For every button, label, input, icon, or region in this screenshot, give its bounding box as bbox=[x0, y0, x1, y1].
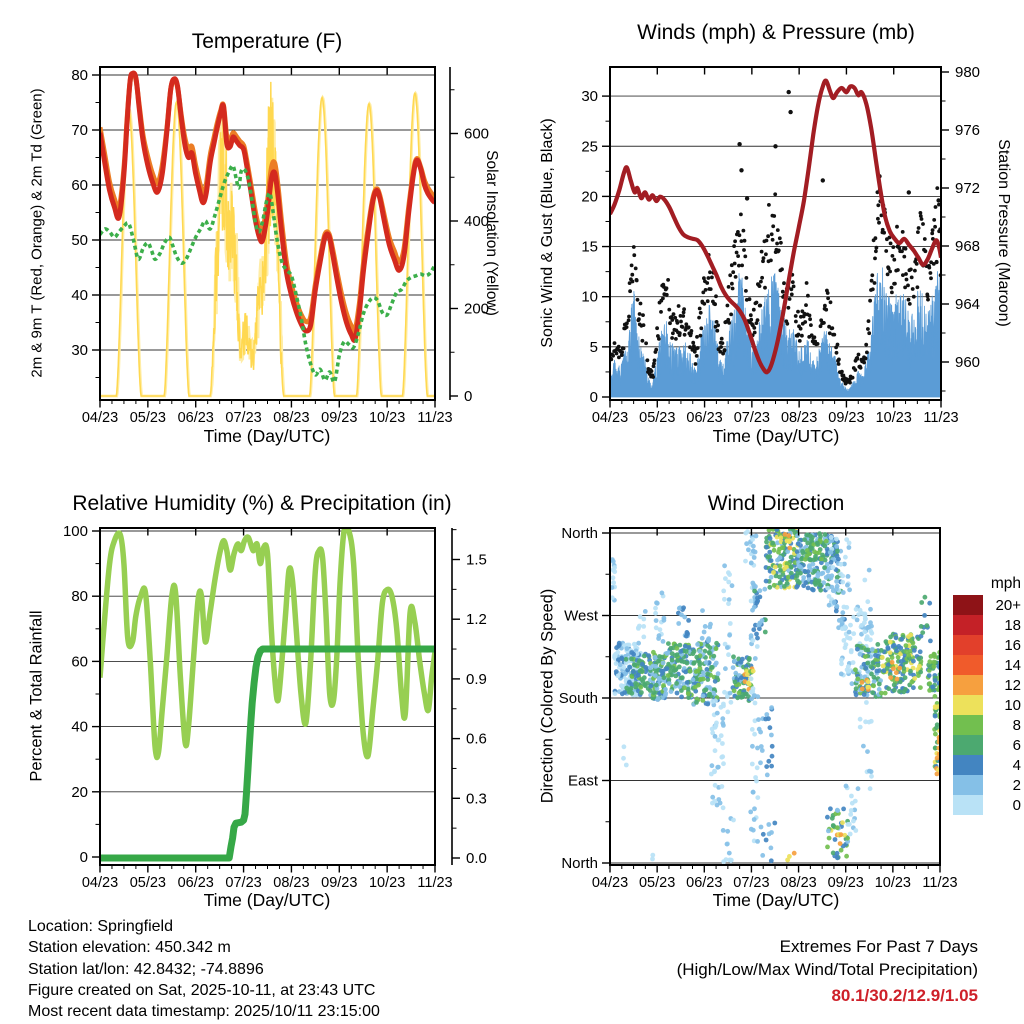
figure-created: Figure created on Sat, 2025-10-11, at 23:43 UTC bbox=[28, 981, 376, 999]
svg-text:40: 40 bbox=[71, 718, 88, 736]
winds-ylabel-left: Sonic Wind & Gust (Blue, Black) bbox=[539, 118, 556, 348]
svg-text:968: 968 bbox=[955, 238, 981, 255]
svg-text:960: 960 bbox=[955, 354, 981, 371]
svg-text:5: 5 bbox=[589, 338, 598, 356]
svg-text:10/23: 10/23 bbox=[875, 410, 912, 426]
direction-xlabel: Time (Day/UTC) bbox=[712, 890, 840, 910]
svg-text:09/23: 09/23 bbox=[827, 875, 864, 891]
svg-text:South: South bbox=[558, 690, 598, 707]
svg-text:2: 2 bbox=[1012, 777, 1021, 795]
svg-text:4: 4 bbox=[1012, 757, 1021, 775]
svg-text:20+: 20+ bbox=[995, 597, 1021, 615]
direction-ylabel-left: Direction (Colored By Speed) bbox=[538, 588, 557, 804]
svg-text:0: 0 bbox=[589, 389, 598, 406]
data-timestamp: Most recent data timestamp: 2025/10/11 23:15:00 bbox=[28, 1003, 380, 1021]
svg-text:05/23: 05/23 bbox=[129, 410, 167, 426]
svg-text:0.9: 0.9 bbox=[466, 670, 487, 688]
svg-text:0: 0 bbox=[1012, 797, 1021, 815]
winds-ylabel-right: Station Pressure (Maroon) bbox=[995, 139, 1012, 327]
svg-text:08/23: 08/23 bbox=[273, 410, 310, 426]
svg-text:05/23: 05/23 bbox=[639, 410, 676, 426]
temperature-chart-title: Temperature (F) bbox=[191, 30, 343, 53]
station-latlon: Station lat/lon: 42.8432; -74.8896 bbox=[28, 960, 264, 978]
svg-text:12: 12 bbox=[1004, 677, 1021, 695]
svg-text:972: 972 bbox=[955, 180, 981, 197]
svg-text:11/23: 11/23 bbox=[417, 410, 453, 426]
svg-text:10/23: 10/23 bbox=[368, 410, 406, 426]
svg-text:200: 200 bbox=[464, 300, 490, 318]
svg-text:10/23: 10/23 bbox=[368, 875, 406, 891]
svg-text:10: 10 bbox=[581, 288, 598, 306]
svg-text:11/23: 11/23 bbox=[923, 410, 959, 426]
svg-text:100: 100 bbox=[62, 523, 88, 540]
svg-text:30: 30 bbox=[581, 88, 598, 106]
winds-xlabel: Time (Day/UTC) bbox=[712, 426, 840, 446]
svg-text:50: 50 bbox=[71, 232, 88, 249]
svg-text:West: West bbox=[564, 607, 598, 625]
station-info bbox=[28, 916, 380, 1022]
station-location: Location: Springfield bbox=[28, 918, 173, 935]
svg-text:07/23: 07/23 bbox=[733, 875, 770, 891]
svg-text:06/23: 06/23 bbox=[177, 410, 214, 426]
svg-text:0.6: 0.6 bbox=[466, 730, 487, 748]
svg-text:East: East bbox=[567, 772, 598, 790]
svg-text:05/23: 05/23 bbox=[638, 875, 676, 891]
svg-text:980: 980 bbox=[955, 64, 981, 81]
svg-text:10/23: 10/23 bbox=[874, 875, 912, 891]
svg-text:14: 14 bbox=[1004, 657, 1021, 675]
temperature-xlabel: Time (Day/UTC) bbox=[203, 426, 331, 446]
svg-text:04/23: 04/23 bbox=[81, 875, 119, 891]
svg-text:mph: mph bbox=[990, 575, 1021, 592]
svg-text:04/23: 04/23 bbox=[591, 410, 629, 426]
svg-text:976: 976 bbox=[955, 122, 981, 139]
svg-text:06/23: 06/23 bbox=[177, 875, 214, 891]
svg-text:08/23: 08/23 bbox=[273, 875, 310, 891]
humidity-precip-chart-title: Relative Humidity (%) & Precipitation (in) bbox=[72, 492, 452, 515]
svg-text:30: 30 bbox=[71, 342, 88, 359]
humidity-xlabel: Time (Day/UTC) bbox=[203, 890, 331, 910]
svg-text:North: North bbox=[561, 855, 598, 872]
svg-text:08/23: 08/23 bbox=[780, 410, 818, 426]
svg-text:07/23: 07/23 bbox=[225, 875, 262, 891]
station-elevation: Station elevation: 450.342 m bbox=[28, 939, 231, 957]
svg-text:0.3: 0.3 bbox=[466, 790, 487, 808]
svg-text:0: 0 bbox=[464, 388, 473, 405]
svg-text:25: 25 bbox=[581, 138, 598, 156]
wind-direction-chart-title: Wind Direction bbox=[707, 492, 845, 515]
winds-pressure-chart-title: Winds (mph) & Pressure (mb) bbox=[637, 21, 915, 44]
extremes-value: 80.1/30.2/12.9/1.05 bbox=[831, 986, 978, 1005]
svg-text:600: 600 bbox=[464, 125, 490, 143]
svg-text:400: 400 bbox=[464, 213, 490, 230]
svg-text:0: 0 bbox=[79, 849, 88, 866]
svg-text:0.0: 0.0 bbox=[466, 850, 487, 867]
extremes-heading: Extremes For Past 7 Days bbox=[779, 937, 978, 956]
svg-text:80: 80 bbox=[71, 588, 88, 606]
extremes-subheading: (High/Low/Max Wind/Total Precipitation) bbox=[676, 960, 978, 979]
svg-text:60: 60 bbox=[71, 177, 88, 194]
svg-text:06/23: 06/23 bbox=[686, 410, 723, 426]
svg-text:04/23: 04/23 bbox=[81, 410, 119, 426]
humidity-ylabel-left: Percent & Total Rainfall bbox=[27, 610, 46, 782]
temperature-ylabel-right: Solar Insolation (Yellow) bbox=[483, 150, 500, 316]
svg-text:11/23: 11/23 bbox=[417, 875, 453, 891]
svg-text:6: 6 bbox=[1012, 737, 1021, 755]
svg-text:80: 80 bbox=[71, 67, 88, 84]
svg-text:06/23: 06/23 bbox=[686, 875, 723, 891]
svg-text:09/23: 09/23 bbox=[828, 410, 865, 426]
svg-text:07/23: 07/23 bbox=[733, 410, 771, 426]
svg-text:15: 15 bbox=[581, 238, 598, 256]
svg-text:40: 40 bbox=[71, 287, 88, 304]
extremes-block bbox=[677, 935, 978, 1007]
svg-text:10: 10 bbox=[1004, 697, 1021, 715]
svg-text:04/23: 04/23 bbox=[591, 875, 629, 891]
svg-text:05/23: 05/23 bbox=[129, 875, 167, 891]
svg-text:20: 20 bbox=[71, 783, 88, 801]
svg-text:1.2: 1.2 bbox=[466, 611, 487, 629]
svg-text:70: 70 bbox=[71, 122, 88, 139]
svg-text:07/23: 07/23 bbox=[225, 410, 262, 426]
svg-text:18: 18 bbox=[1004, 617, 1021, 635]
svg-text:16: 16 bbox=[1004, 637, 1021, 655]
svg-text:09/23: 09/23 bbox=[321, 410, 358, 426]
svg-text:964: 964 bbox=[955, 296, 981, 313]
temperature-ylabel-left: 2m & 9m T (Red, Orange) & 2m Td (Green) bbox=[28, 88, 46, 378]
svg-text:11/23: 11/23 bbox=[922, 875, 958, 891]
svg-text:8: 8 bbox=[1012, 717, 1021, 735]
svg-text:09/23: 09/23 bbox=[321, 875, 358, 891]
svg-text:60: 60 bbox=[71, 653, 88, 671]
svg-text:08/23: 08/23 bbox=[780, 875, 817, 891]
svg-text:1.5: 1.5 bbox=[466, 551, 487, 569]
svg-text:North: North bbox=[561, 525, 598, 542]
svg-text:20: 20 bbox=[581, 188, 598, 206]
